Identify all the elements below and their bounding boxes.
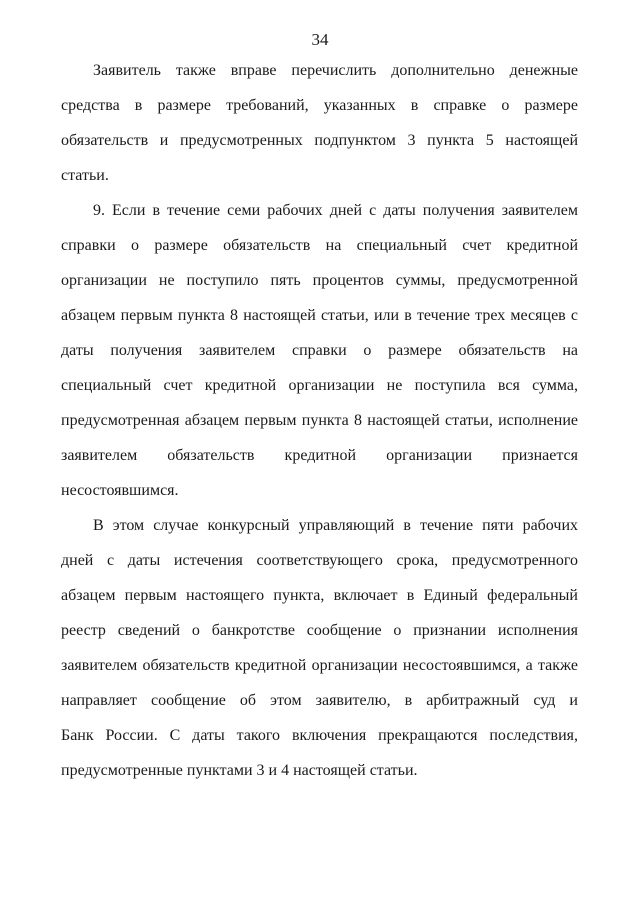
paragraph-line: средства в размере требований, указанных в справке о размере — [61, 97, 578, 114]
paragraph-line: В этом случае конкурсный управляющий в течение пяти рабочих — [93, 517, 578, 534]
page-number: 34 — [311, 30, 329, 49]
paragraph-line: направляет сообщение об этом заявителю, в арбитражный суд и — [61, 692, 578, 709]
paragraph-line: абзацем первым пункта 8 настоящей статьи, или в течение трех месяцев с — [61, 307, 578, 324]
paragraph-line: заявителем обязательств кредитной организации несостоявшимся, а также — [61, 657, 578, 674]
paragraph-line: организации не поступило пять процентов суммы, предусмотренной — [61, 272, 578, 289]
paragraph-line: дней с даты истечения соответствующего срока, предусмотренного — [61, 552, 578, 569]
paragraph — [61, 508, 578, 788]
paragraph-line: даты получения заявителем справки о размере обязательств на — [61, 342, 578, 359]
document-body — [61, 53, 578, 788]
paragraph-line: специальный счет кредитной организации не поступила вся сумма, — [61, 377, 578, 394]
paragraph-line: Банк России. С даты такого включения прекращаются последствия, — [61, 727, 578, 744]
paragraph-line: справки о размере обязательств на специальный счет кредитной — [61, 237, 578, 254]
paragraph-line: 9. Если в течение семи рабочих дней с даты получения заявителем — [93, 202, 578, 219]
paragraph-line: обязательств и предусмотренных подпунктом 3 пункта 5 настоящей — [61, 132, 578, 149]
paragraph-line: абзацем первым настоящего пункта, включает в Единый федеральный — [61, 587, 578, 604]
paragraph-line: статьи. — [61, 167, 109, 184]
paragraph-line: несостоявшимся. — [61, 482, 179, 499]
paragraph-line: заявителем обязательств кредитной организации признается — [61, 447, 578, 464]
paragraph-line: Заявитель также вправе перечислить дополнительно денежные — [93, 62, 578, 79]
paragraph-line: предусмотренная абзацем первым пункта 8 настоящей статьи, исполнение — [61, 412, 578, 429]
paragraph — [61, 53, 578, 193]
paragraph — [61, 193, 578, 508]
paragraph-line: предусмотренные пунктами 3 и 4 настоящей статьи. — [61, 762, 418, 779]
paragraph-line: реестр сведений о банкротстве сообщение о признании исполнения — [61, 622, 578, 639]
